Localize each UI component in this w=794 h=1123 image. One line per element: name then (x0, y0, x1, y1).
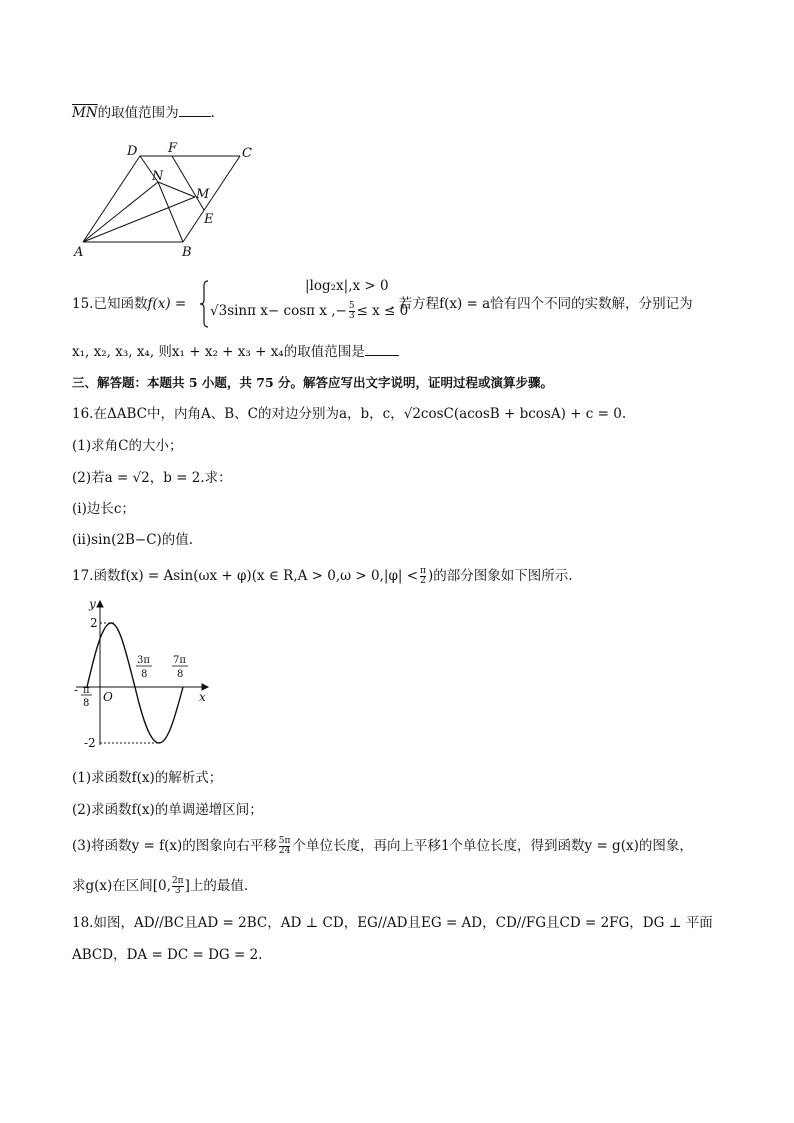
q15-case2 (210, 302, 408, 321)
label-E: E (204, 212, 214, 227)
frac-num: 5 (348, 301, 355, 311)
frac-2pi-3 (172, 877, 184, 896)
tick-left-den: 8 (83, 698, 90, 709)
q15-fx: f(x) = (147, 296, 187, 312)
q17-part3b-pre: 求g(x)在区间[0, (72, 878, 171, 894)
tick-left-sign: - (74, 683, 79, 697)
q15-after: , 若方程f(x) = a恰有四个不同的实数解，分别记为 (390, 296, 693, 312)
parallelogram-figure (70, 140, 270, 265)
tick-mid-den: 8 (141, 669, 148, 680)
sine-graph (72, 595, 212, 755)
frac-den: 3 (174, 886, 181, 896)
q14-tail-line (72, 104, 215, 122)
label-F: F (168, 141, 178, 156)
label-D: D (127, 144, 138, 159)
tick-mid-num: 3π (137, 655, 150, 666)
frac-5-3 (349, 302, 355, 321)
q18-line2: ABCD，DA = DC = DG = 2. (72, 947, 263, 963)
tick-left-num: π (83, 685, 90, 696)
y-axis-arrow (97, 601, 103, 607)
piecewise-brace (199, 280, 209, 328)
label-C: C (242, 146, 252, 161)
y-min-label: -2 (84, 736, 96, 750)
y-axis-label: y (89, 597, 96, 611)
tick-right-den: 8 (177, 669, 184, 680)
q17-part3b-post: ]上的最值. (184, 878, 249, 894)
frac-den: 3 (348, 311, 355, 321)
tick-right-num: 7π (173, 655, 186, 666)
q15-prefix (72, 295, 186, 313)
label-N: N (152, 169, 164, 184)
q17-part3-pre: (3)将函数y = f(x)的图象向右平移 (72, 838, 277, 854)
label-A: A (74, 245, 84, 260)
q17-line1 (72, 567, 573, 586)
q17-part3 (72, 837, 693, 856)
frac-pi-2 (420, 567, 426, 586)
frac-num: 2π (171, 876, 184, 886)
q15-case2-text: √3sinπ x− cosπ x ,− (210, 303, 347, 319)
edge-DA (83, 156, 140, 242)
q17-part3b (72, 877, 248, 896)
y-max-label: 2 (90, 616, 98, 630)
q17-line1-pre: 17.函数f(x) = Asin(ωx + φ)(x ∈ R,A > 0,ω > 0,|φ| < (72, 568, 419, 584)
q14-tail-text: 的取值范围为 (97, 105, 179, 121)
q16-part2i: (ⅰ)边长c； (72, 501, 135, 517)
q16-line1: 16.在ΔABC中，内角A、B、C的对边分别为a，b，c，√2cosC(acosB + bcosA) + c = 0. (72, 406, 627, 422)
q16-part2: (2)若a = √2，b = 2.求： (72, 470, 232, 486)
section-3-header: 三、解答题：本题共 5 小题，共 75 分。解答应写出文字说明，证明过程或演算步骤。 (72, 375, 554, 390)
frac-num: π (420, 566, 426, 576)
frac-den: 24 (278, 846, 291, 856)
q15-case1: |log₂x|,x > 0 (305, 278, 389, 294)
q17-part1: (1)求函数f(x)的解析式； (72, 770, 223, 786)
seg-AM (83, 197, 195, 242)
q17-line1-post: )的部分图象如下图所示. (428, 568, 573, 584)
x-axis-label: x (199, 690, 206, 704)
answer-blank (179, 104, 211, 117)
q17-part2: (2)求函数f(x)的单调递增区间； (72, 802, 263, 818)
answer-blank (365, 343, 399, 356)
q16-part1: (1)求角C的大小； (72, 438, 183, 454)
q15-line2 (72, 343, 399, 361)
q14-period: . (210, 105, 215, 121)
frac-den: 2 (420, 576, 426, 586)
q16-part2ii: (ⅱ)sin(2B−C)的值. (72, 532, 194, 548)
q15-line2-text: x₁, x₂, x₃, x₄, 则x₁ + x₂ + x₃ + x₄的取值范围是 (72, 344, 365, 360)
seg-AN (83, 182, 158, 242)
q17-part3-post: 个单位长度，再向上平移1个单位长度，得到函数y = g(x)的图象， (292, 838, 693, 854)
sine-curve (87, 623, 183, 743)
q15-case2-tail: ≤ x ≤ 0 (356, 303, 409, 319)
label-M: M (196, 187, 210, 202)
q15-number: 15.已知函数 (72, 296, 148, 312)
frac-num: 5π (278, 836, 291, 846)
origin-label: O (103, 690, 113, 704)
label-B: B (182, 245, 192, 260)
edge-BC (183, 156, 240, 242)
mn-vector: $\overline{MN}$ (72, 105, 98, 121)
frac-5pi-24 (279, 837, 291, 856)
q18-line1: 18.如图，AD//BC且AD = 2BC，AD ⊥ CD，EG//AD且EG = AD，CD//FG且CD = 2FG，DG ⊥ 平面 (72, 915, 713, 931)
